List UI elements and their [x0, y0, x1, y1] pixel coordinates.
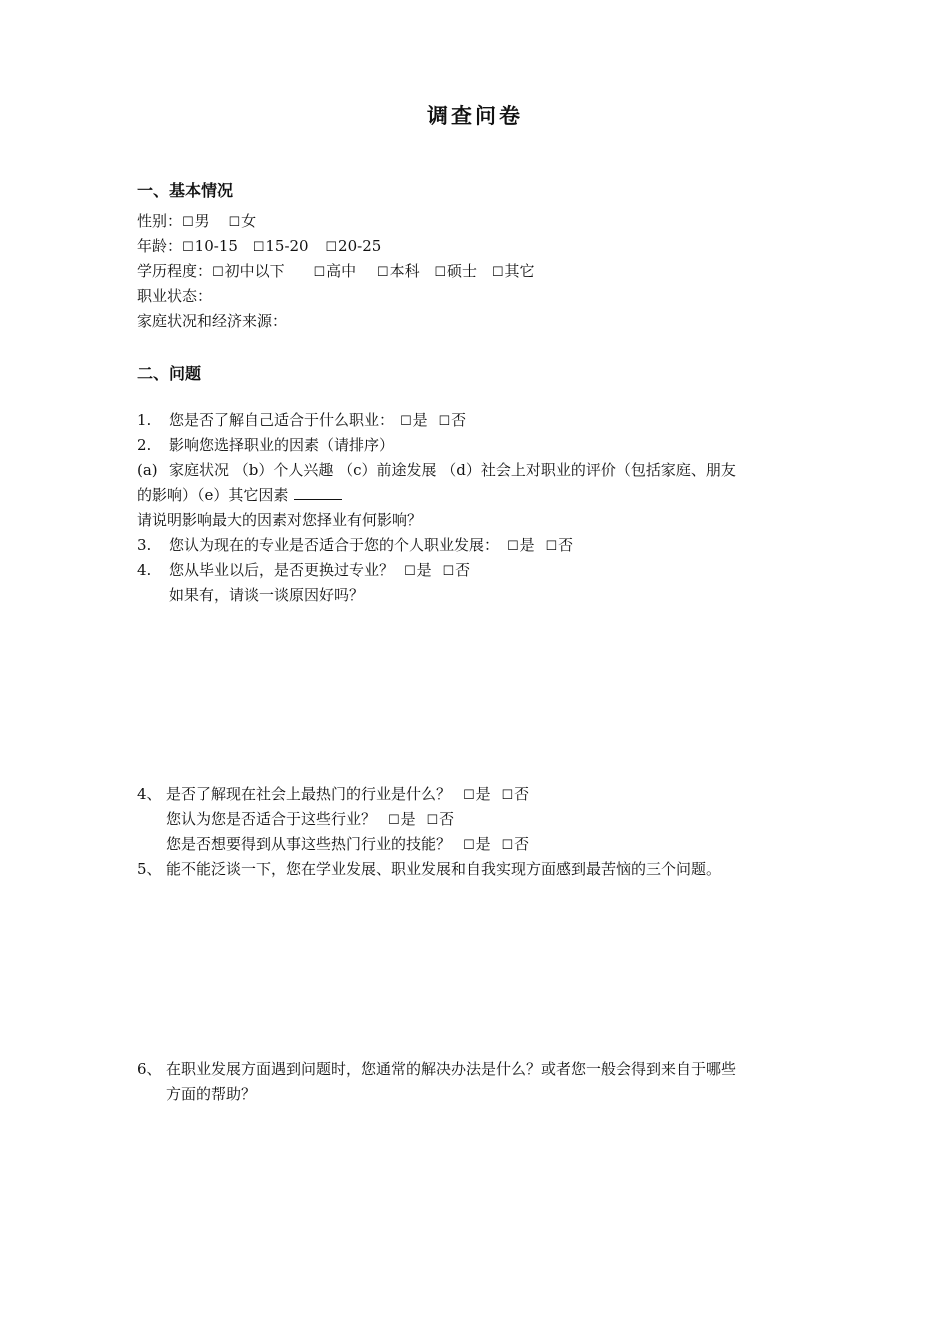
checkbox-icon: ☐	[228, 215, 241, 230]
question-2-factors-line2	[137, 483, 342, 508]
question-number: 4、	[137, 785, 162, 803]
question-6-line2: 方面的帮助？	[166, 1085, 257, 1103]
q4-option-no[interactable]: ☐否	[442, 558, 470, 584]
question-number: 5、	[137, 860, 162, 878]
factor-label: (a)	[137, 461, 158, 479]
age-option-10-15[interactable]: ☐10-15	[182, 234, 238, 260]
q1-option-no[interactable]: ☐否	[438, 408, 466, 434]
checkbox-icon: ☐	[388, 813, 400, 828]
question-text: 是否了解现在社会上最热门的行业是什么？	[166, 785, 452, 803]
section-questions-heading: 二、问题	[137, 364, 202, 383]
question-text: 在职业发展方面遇到问题时，您通常的解决办法是什么？或者您一般会得到来自于哪些	[166, 1060, 737, 1078]
age-label: 年龄：	[137, 237, 183, 255]
checkbox-icon: ☐	[463, 788, 475, 803]
question-number: 6、	[137, 1060, 162, 1078]
q1-option-yes[interactable]: ☐是	[400, 408, 428, 434]
section-basic-heading: 一、基本情况	[137, 181, 234, 200]
education-label: 学历程度：	[137, 262, 213, 280]
other-factor-blank[interactable]	[294, 485, 342, 500]
q3-option-yes[interactable]: ☐是	[507, 533, 535, 559]
question-4b-sub1	[166, 807, 460, 832]
question-text: 能不能泛谈一下，您在学业发展、职业发展和自我实现方面感到最苦恼的三个问题。	[166, 860, 722, 878]
q4b-sub2-option-no[interactable]: ☐否	[501, 832, 529, 858]
gender-label: 性别：	[137, 212, 183, 230]
education-option-master[interactable]: ☐硕士	[434, 259, 477, 285]
gender-option-male[interactable]: ☐男	[182, 209, 210, 235]
question-2	[137, 433, 394, 458]
checkbox-icon: ☐	[252, 240, 265, 255]
age-option-20-25[interactable]: ☐20-25	[325, 234, 381, 260]
q4b-option-no[interactable]: ☐否	[501, 782, 529, 808]
checkbox-icon: ☐	[313, 265, 326, 280]
education-option-junior[interactable]: ☐初中以下	[212, 259, 285, 285]
checkbox-icon: ☐	[438, 414, 451, 429]
q4b-sub2-option-yes[interactable]: ☐是	[463, 832, 491, 858]
question-text: 您认为现在的专业是否适合于您的个人职业发展：	[169, 536, 500, 554]
question-4b-sub2	[166, 832, 535, 857]
checkbox-icon: ☐	[545, 539, 558, 554]
question-text: 您从毕业以后，是否更换过专业？	[169, 561, 395, 579]
age-option-15-20[interactable]: ☐15-20	[253, 234, 309, 260]
checkbox-icon: ☐	[434, 265, 447, 280]
question-text: 您认为您是否适合于这些行业？	[166, 810, 377, 828]
factor-text: 家庭状况 （b）个人兴趣 （c）前途发展 （d）社会上对职业的评价（包括家庭、朋友	[169, 461, 736, 479]
question-2-followup: 请说明影响最大的因素对您择业有何影响？	[137, 511, 423, 529]
checkbox-icon: ☐	[400, 414, 412, 429]
age-row	[137, 234, 387, 259]
question-number: 3.	[137, 536, 152, 554]
checkbox-icon: ☐	[212, 265, 224, 280]
education-option-bachelor[interactable]: ☐本科	[377, 259, 420, 285]
question-number: 2.	[137, 436, 152, 454]
checkbox-icon: ☐	[442, 564, 455, 579]
question-number: 1.	[137, 411, 152, 429]
checkbox-icon: ☐	[507, 539, 519, 554]
education-option-senior[interactable]: ☐高中	[313, 259, 356, 285]
gender-row	[137, 209, 262, 234]
question-text: 您是否了解自己适合于什么职业：	[169, 411, 395, 429]
question-text: 您是否想要得到从事这些热门行业的技能？	[166, 835, 452, 853]
education-option-other[interactable]: ☐其它	[492, 259, 535, 285]
question-6-line1	[137, 1057, 736, 1082]
family-field[interactable]: 家庭状况和经济来源：	[137, 312, 288, 330]
q3-option-no[interactable]: ☐否	[545, 533, 573, 559]
q4b-option-yes[interactable]: ☐是	[463, 782, 491, 808]
occupation-field[interactable]: 职业状态：	[137, 287, 213, 305]
checkbox-icon: ☐	[501, 838, 514, 853]
q4b-sub1-option-no[interactable]: ☐否	[426, 807, 454, 833]
question-4b	[137, 782, 535, 807]
question-3	[137, 533, 579, 558]
checkbox-icon: ☐	[501, 788, 514, 803]
question-4	[137, 558, 476, 583]
q4-option-yes[interactable]: ☐是	[404, 558, 432, 584]
checkbox-icon: ☐	[376, 265, 389, 280]
checkbox-icon: ☐	[182, 240, 194, 255]
factor-text: 的影响）（e）其它因素	[137, 486, 289, 504]
question-text: 影响您选择职业的因素（请排序）	[169, 436, 395, 454]
checkbox-icon: ☐	[182, 215, 194, 230]
question-number: 4.	[137, 561, 152, 579]
education-row	[137, 259, 541, 284]
question-1	[137, 408, 472, 433]
checkbox-icon: ☐	[325, 240, 338, 255]
gender-option-female[interactable]: ☐女	[228, 209, 256, 235]
question-2-factors-line1	[137, 458, 736, 483]
page-title: 调查问卷	[427, 103, 523, 128]
checkbox-icon: ☐	[404, 564, 416, 579]
q4b-sub1-option-yes[interactable]: ☐是	[388, 807, 416, 833]
checkbox-icon: ☐	[463, 838, 475, 853]
question-4-followup: 如果有，请谈一谈原因好吗？	[169, 586, 365, 604]
checkbox-icon: ☐	[426, 813, 439, 828]
question-5	[137, 857, 721, 882]
checkbox-icon: ☐	[491, 265, 504, 280]
